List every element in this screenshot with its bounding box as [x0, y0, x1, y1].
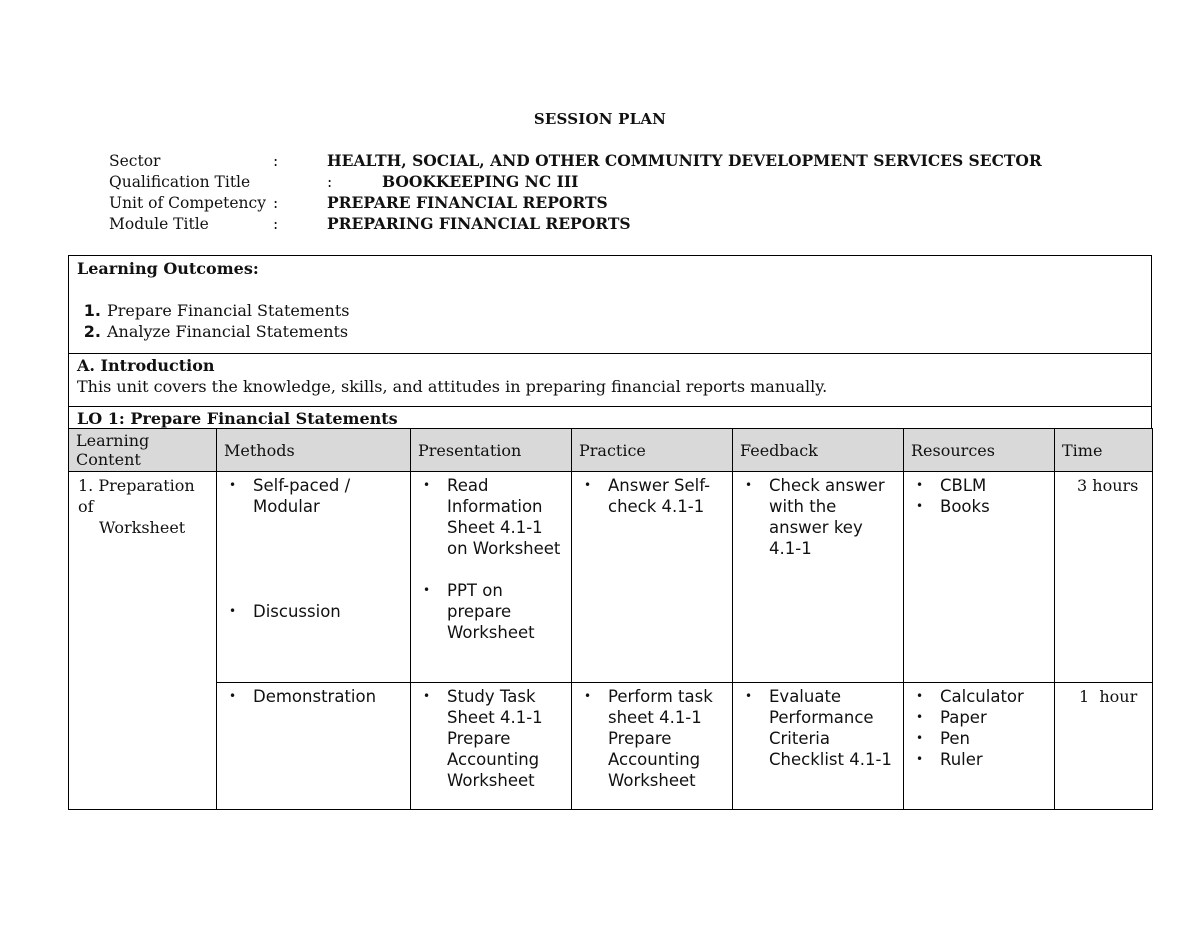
list-item: • PPT on prepare Worksheet: [417, 580, 565, 643]
bullet-icon: •: [916, 752, 924, 766]
bullet-icon: •: [229, 689, 237, 703]
bullet-icon: •: [229, 478, 237, 492]
column-header-practice: Practice: [572, 429, 733, 472]
time-cell: [1055, 683, 1153, 810]
learning-outcome-number: 2.: [83, 322, 101, 341]
qualification-label: Qualification Title: [109, 173, 251, 191]
methods-cell: [217, 683, 411, 810]
bullet-icon: •: [745, 689, 753, 703]
list-item: • Study Task Sheet 4.1-1 Prepare Accounting Worksheet: [417, 686, 565, 791]
feedback-cell: [733, 472, 904, 683]
practice-cell: [572, 472, 733, 683]
learning-outcomes-section: [68, 255, 1152, 353]
list-item: • CBLM: [910, 475, 1048, 496]
column-header-presentation: Presentation: [411, 429, 572, 472]
methods-cell: [217, 472, 411, 683]
learning-outcomes-heading: Learning Outcomes:: [77, 259, 259, 278]
list-item: • Perform task sheet 4.1-1 Prepare Accounting Worksheet: [578, 686, 726, 791]
bullet-icon: •: [423, 583, 431, 597]
table-row: [69, 683, 1153, 810]
bullet-icon: •: [229, 604, 237, 618]
list-item: • Evaluate Performance Criteria Checklist 4.1-1: [739, 686, 897, 770]
learning-content-cell: [69, 472, 217, 810]
list-item: • Discussion: [223, 601, 404, 622]
list-item: • Ruler: [910, 749, 1048, 770]
learning-outcomes-list: [77, 300, 1151, 342]
unit-colon: :: [273, 194, 279, 212]
sector-label: Sector: [109, 152, 161, 170]
lo1-section: [68, 406, 1152, 429]
practice-cell: [572, 683, 733, 810]
module-value: PREPARING FINANCIAL REPORTS: [327, 214, 631, 233]
list-item: • Answer Self-check 4.1-1: [578, 475, 726, 517]
list-item: • Demonstration: [223, 686, 404, 707]
bullet-icon: •: [916, 499, 924, 513]
unit-label: Unit of Competency: [109, 194, 266, 212]
bullet-icon: •: [584, 689, 592, 703]
column-header-time: Time: [1055, 429, 1153, 472]
learning-outcome-text: Analyze Financial Statements: [107, 322, 349, 341]
column-header-learning-content: Learning Content: [69, 429, 217, 472]
list-item: • Books: [910, 496, 1048, 517]
sector-value: HEALTH, SOCIAL, AND OTHER COMMUNITY DEVELOPMENT SERVICES SECTOR: [327, 151, 1042, 170]
bullet-icon: •: [916, 689, 924, 703]
column-header-methods: Methods: [217, 429, 411, 472]
list-item: • Calculator: [910, 686, 1048, 707]
learning-outcome-text: Prepare Financial Statements: [107, 301, 350, 320]
bullet-icon: •: [584, 478, 592, 492]
module-label: Module Title: [109, 215, 209, 233]
learning-content-item: 1. Preparation of: [78, 476, 195, 516]
bullet-icon: •: [423, 689, 431, 703]
introduction-section: [68, 353, 1152, 407]
bullet-icon: •: [745, 478, 753, 492]
bullet-icon: •: [916, 731, 924, 745]
table-header-row: [69, 429, 1153, 472]
bullet-icon: •: [916, 710, 924, 724]
presentation-cell: [411, 472, 572, 683]
lo1-heading: LO 1: Prepare Financial Statements: [77, 409, 398, 428]
qualification-value: BOOKKEEPING NC III: [382, 172, 579, 191]
list-item: • Paper: [910, 707, 1048, 728]
page-title: SESSION PLAN: [533, 110, 667, 128]
learning-outcome-item: [77, 321, 1151, 342]
learning-outcome-number: 1.: [83, 301, 101, 320]
learning-outcome-item: [77, 300, 1151, 321]
list-item: • Pen: [910, 728, 1048, 749]
introduction-text: This unit covers the knowledge, skills, and attitudes in preparing financial reports manually.: [77, 377, 828, 396]
bullet-icon: •: [423, 478, 431, 492]
sector-colon: :: [273, 152, 279, 170]
resources-cell: [904, 683, 1055, 810]
list-item: • Read Information Sheet 4.1-1 on Worksheet: [417, 475, 565, 559]
introduction-heading: A. Introduction: [77, 356, 215, 375]
resources-cell: [904, 472, 1055, 683]
time-value: 1 hour: [1079, 687, 1138, 706]
feedback-cell: [733, 683, 904, 810]
unit-value: PREPARE FINANCIAL REPORTS: [327, 193, 608, 212]
bullet-icon: •: [916, 478, 924, 492]
column-header-feedback: Feedback: [733, 429, 904, 472]
time-cell: [1055, 472, 1153, 683]
qualification-colon: :: [327, 173, 333, 191]
column-header-resources: Resources: [904, 429, 1055, 472]
learning-content-item-cont: Worksheet: [99, 518, 186, 537]
time-value: 3 hours: [1077, 476, 1139, 495]
presentation-cell: [411, 683, 572, 810]
session-table: [68, 428, 1153, 810]
module-colon: :: [273, 215, 279, 233]
list-item: • Check answer with the answer key 4.1-1: [739, 475, 897, 559]
list-item: • Self-paced / Modular: [223, 475, 404, 517]
table-row: [69, 472, 1153, 683]
